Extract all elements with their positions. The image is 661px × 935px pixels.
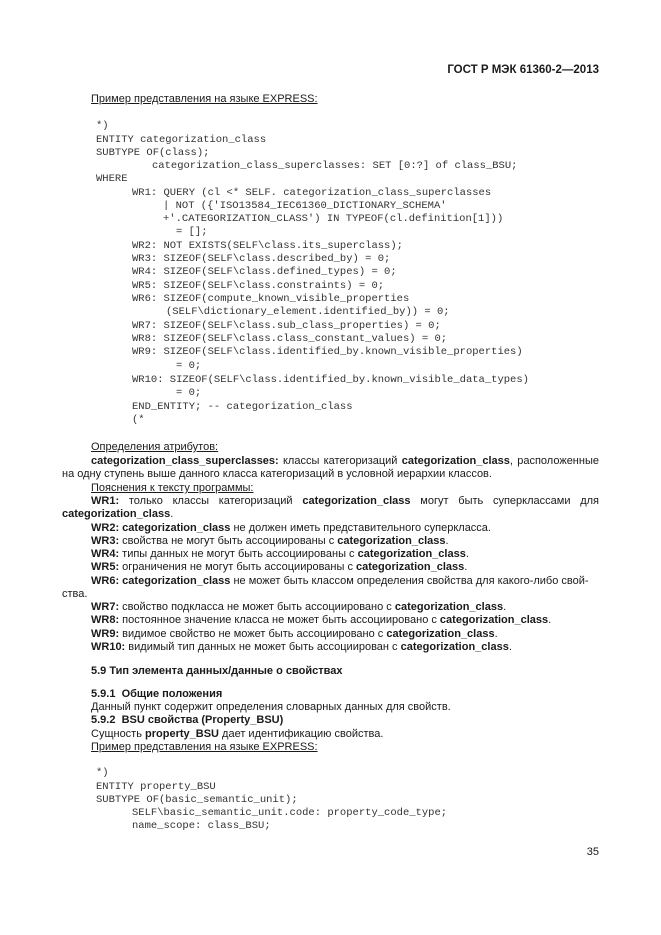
code-line: (*	[132, 414, 145, 426]
wr-label: WR5:	[91, 561, 120, 573]
code-line: WR3: SIZEOF(SELF\class.described_by) = 0;	[132, 253, 391, 265]
code-line: WR10: SIZEOF(SELF\class.identified_by.known_visible_data_types)	[132, 374, 529, 386]
code-line: = [];	[176, 226, 208, 238]
term: categorization_class	[357, 548, 466, 560]
text: Сущность	[91, 728, 146, 740]
text: .	[170, 508, 174, 520]
text: типы данных не могут быть ассоциированы с	[119, 548, 358, 560]
code-line: WR1: QUERY (cl <* SELF. categorization_class_superclasses	[132, 187, 492, 199]
wr-label: WR10:	[91, 641, 126, 653]
text: не может быть классом определения свойства для какого-либо свой-	[230, 575, 589, 587]
wr-label: WR3:	[91, 535, 120, 547]
code-line: ENTITY property_BSU	[96, 781, 216, 793]
code-line: *)	[96, 120, 109, 132]
code-line: SUBTYPE OF(basic_semantic_unit);	[96, 794, 298, 806]
example-heading: Пример представления на языке EXPRESS:	[91, 93, 318, 105]
code-line: SUBTYPE OF(class);	[96, 147, 210, 159]
code-line: WR4: SIZEOF(SELF\class.defined_types) = 0;	[132, 266, 397, 278]
text: видимое свойство не может быть ассоциировано с	[119, 628, 387, 640]
code-line: END_ENTITY; -- categorization_class	[132, 401, 353, 413]
paragraph: Данный пункт содержит определения словарных данных для свойств.	[91, 701, 451, 713]
page-number: 35	[586, 846, 599, 858]
note-wr10	[91, 641, 512, 654]
term: categorization_class	[302, 495, 411, 507]
code-line: | NOT ({'ISO13584_IEC61360_DICTIONARY_SCHEMA'	[163, 200, 447, 212]
term: categorization_class	[122, 522, 231, 534]
text: .	[494, 628, 498, 640]
text: .	[464, 561, 468, 573]
term: property_BSU	[145, 728, 219, 740]
document-header: ГОСТ Р МЭК 61360-2—2013	[447, 64, 599, 76]
text: .	[508, 641, 512, 653]
text: дает идентификацию свойства.	[218, 728, 384, 740]
notes-heading: Пояснения к тексту программы:	[91, 482, 254, 494]
code-line: WR6: SIZEOF(compute_known_visible_properties	[132, 293, 410, 305]
code-line: name_scope: class_BSU;	[132, 820, 271, 832]
text: .	[548, 614, 552, 626]
text: свойства не могут быть ассоциированы с	[119, 535, 338, 547]
section-title: 5.9 Тип элемента данных/данные о свойствах	[91, 665, 343, 677]
text: только классы категоризаций	[128, 495, 293, 507]
note-wr5	[91, 561, 467, 574]
text: не должен иметь представительного суперкласса.	[230, 522, 491, 534]
attribute-definition-cont: на одну ступень выше данного класса категоризаций в условной иерархии классов.	[62, 468, 492, 480]
term: categorization_class	[400, 641, 509, 653]
attributes-heading: Определения атрибутов:	[91, 441, 219, 453]
wr-label: WR8:	[91, 614, 120, 626]
wr-label: WR1:	[91, 495, 120, 507]
code-line: = 0;	[176, 360, 202, 372]
paragraph	[91, 728, 383, 741]
text: постоянное значение класса не может быть ассоциировано с	[119, 614, 440, 626]
term: categorization_class	[62, 508, 171, 520]
wr-label: WR7:	[91, 601, 120, 613]
code-line: *)	[96, 767, 109, 779]
code-line: WR7: SIZEOF(SELF\class.sub_class_properties) = 0;	[132, 320, 441, 332]
term: categorization_class	[401, 455, 510, 467]
note-wr1-cont	[62, 508, 173, 521]
text: ограничения не могут быть ассоциированы с	[119, 561, 357, 573]
note-wr3	[91, 535, 449, 548]
term: categorization_class	[356, 561, 465, 573]
note-wr9	[91, 628, 498, 641]
text: .	[465, 548, 469, 560]
wr-label: WR2:	[91, 522, 120, 534]
wr-label: WR9:	[91, 628, 120, 640]
code-line: SELF\basic_semantic_unit.code: property_code_type;	[132, 807, 448, 819]
subsection-title: 5.9.2 BSU свойства (Property_BSU)	[91, 714, 284, 726]
note-wr8	[91, 614, 551, 627]
code-line: WHERE	[96, 173, 128, 185]
text: свойство подкласса не может быть ассоциировано с	[119, 601, 395, 613]
wr-label: WR4:	[91, 548, 120, 560]
code-line: WR5: SIZEOF(SELF\class.constraints) = 0;	[132, 280, 385, 292]
note-wr4	[91, 548, 469, 561]
term: categorization_class	[337, 535, 446, 547]
note-wr2	[91, 522, 491, 535]
code-line: WR2: NOT EXISTS(SELF\class.its_superclass);	[132, 240, 403, 252]
text: классы категоризаций	[278, 455, 402, 467]
code-line: WR9: SIZEOF(SELF\class.identified_by.known_visible_properties)	[132, 346, 523, 358]
subsection-title: 5.9.1 Общие положения	[91, 688, 223, 700]
text: могут быть суперклассами для	[420, 495, 599, 507]
note-wr6	[91, 575, 589, 588]
term: categorization_class	[386, 628, 495, 640]
code-line: ENTITY categorization_class	[96, 134, 267, 146]
text: видимый тип данных не может быть ассоциирован с	[125, 641, 401, 653]
note-wr1	[91, 495, 599, 508]
code-line: categorization_class_superclasses: SET [0:?] of class_BSU;	[152, 160, 518, 172]
term: categorization_class	[439, 614, 549, 626]
text: .	[445, 535, 449, 547]
example-heading: Пример представления на языке EXPRESS:	[91, 741, 318, 753]
term: categorization_class_superclasses:	[91, 455, 279, 467]
code-line: WR8: SIZEOF(SELF\class.class_constant_values) = 0;	[132, 333, 448, 345]
code-line: = 0;	[176, 387, 202, 399]
note-wr7	[91, 601, 506, 614]
code-line: (SELF\dictionary_element.identified_by)) = 0;	[166, 306, 450, 318]
wr-label: WR6:	[91, 575, 120, 587]
term: categorization_class	[394, 601, 504, 613]
text: .	[503, 601, 507, 613]
note-wr6-cont: ства.	[62, 588, 88, 600]
text: , расположенные	[509, 455, 599, 467]
attribute-definition	[91, 455, 599, 468]
code-line: +'.CATEGORIZATION_CLASS') IN TYPEOF(cl.definition[1]))	[163, 213, 504, 225]
term: categorization_class	[122, 575, 231, 587]
